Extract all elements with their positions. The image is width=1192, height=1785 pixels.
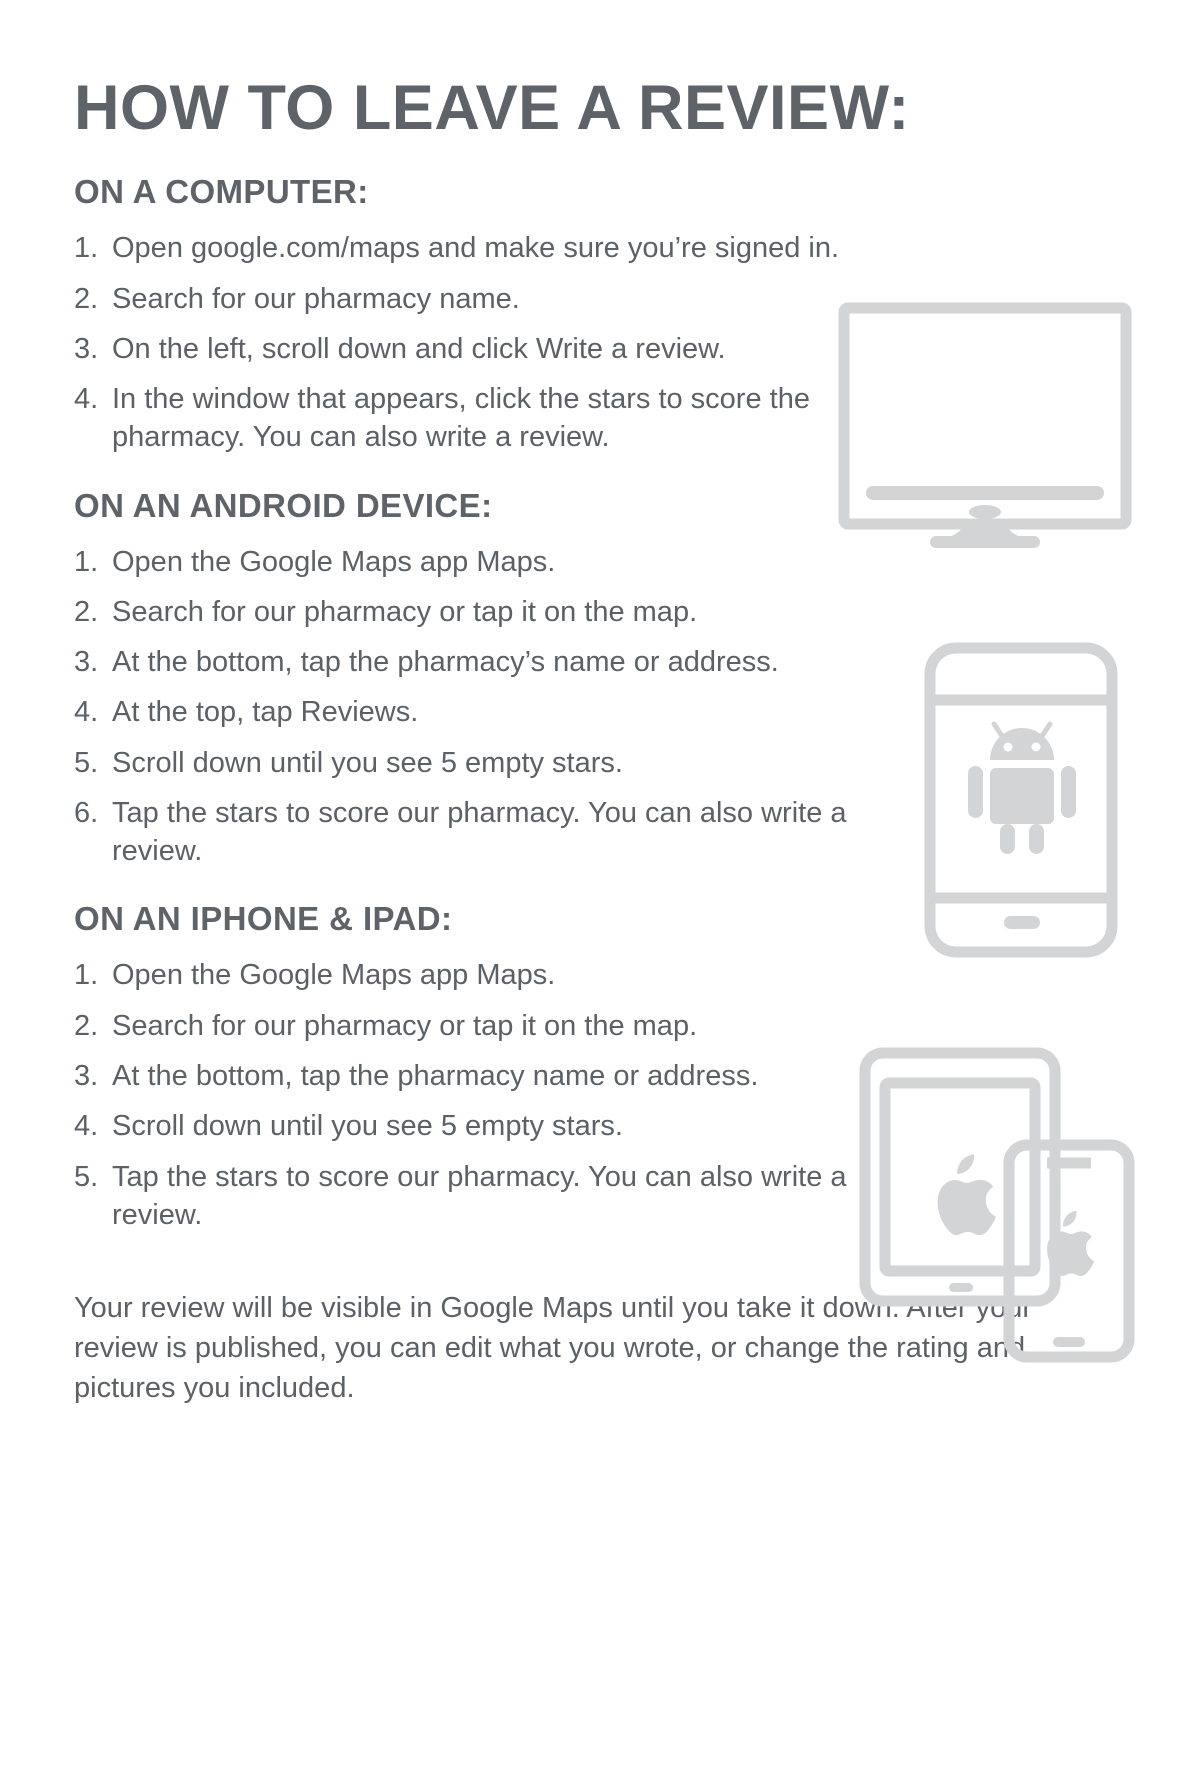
step-number: 2. [74,1009,99,1042]
list-item [74,643,934,681]
steps-list-computer [74,229,1118,456]
step-number: 4. [74,696,99,729]
step-number: 2. [74,595,99,628]
footer-note: Your review will be visible in Google Maps until you take it down. After your review is published, you can edit what you wrote, or change the rating and pictures you included. [74,1292,1033,1405]
step-text: At the bottom, tap the pharmacy name or address. [112,1060,759,1093]
list-item [74,593,934,631]
step-number: 3. [74,332,99,365]
list-item [74,794,934,871]
step-text: Tap the stars to score our pharmacy. You can also write a review. [112,1160,847,1231]
step-number: 4. [74,383,99,416]
step-text: Search for our pharmacy or tap it on the map. [112,1009,698,1042]
section-heading-iphone-ipad: ON AN IPHONE & IPAD: [74,900,453,938]
list-item [74,1158,934,1235]
list-item [74,693,934,731]
step-number: 1. [74,545,99,578]
step-text: At the top, tap Reviews. [112,696,419,729]
steps-list-android [74,543,1118,871]
section-android [74,487,1118,871]
step-number: 5. [74,746,99,779]
list-item [74,1107,934,1145]
list-item [74,380,934,457]
page-title: HOW TO LEAVE A REVIEW: [74,73,910,143]
list-item [74,1057,934,1095]
list-item [74,330,934,368]
list-item [74,280,934,318]
step-text: Scroll down until you see 5 empty stars. [112,1110,623,1143]
step-text: Open google.com/maps and make sure you’re signed in. [112,232,840,265]
section-heading-android: ON AN ANDROID DEVICE: [74,486,493,524]
step-number: 4. [74,1110,99,1143]
section-computer [74,173,1118,456]
step-text: Search for our pharmacy or tap it on the map. [112,595,698,628]
step-text: Scroll down until you see 5 empty stars. [112,746,623,779]
steps-list-iphone-ipad [74,956,1118,1234]
step-number: 5. [74,1160,99,1193]
step-number: 6. [74,796,99,829]
list-item [74,1007,934,1045]
step-number: 1. [74,232,99,265]
step-text: On the left, scroll down and click Write a review. [112,332,726,365]
list-item [74,229,934,267]
step-text: Tap the stars to score our pharmacy. You can also write a review. [112,796,847,868]
step-number: 1. [74,959,99,992]
list-item [74,956,934,994]
step-text: Open the Google Maps app Maps. [112,545,556,578]
step-number: 3. [74,1060,99,1093]
step-text: At the bottom, tap the pharmacy’s name or address. [112,646,779,679]
step-text: Open the Google Maps app Maps. [112,959,556,992]
list-item [74,543,934,581]
list-item [74,744,934,782]
section-heading-computer: ON A COMPUTER: [74,173,369,211]
step-text: In the window that appears, click the stars to score the pharmacy. You can also write a review. [112,383,810,454]
step-number: 3. [74,646,99,679]
step-number: 2. [74,282,99,315]
step-text: Search for our pharmacy name. [112,282,520,315]
